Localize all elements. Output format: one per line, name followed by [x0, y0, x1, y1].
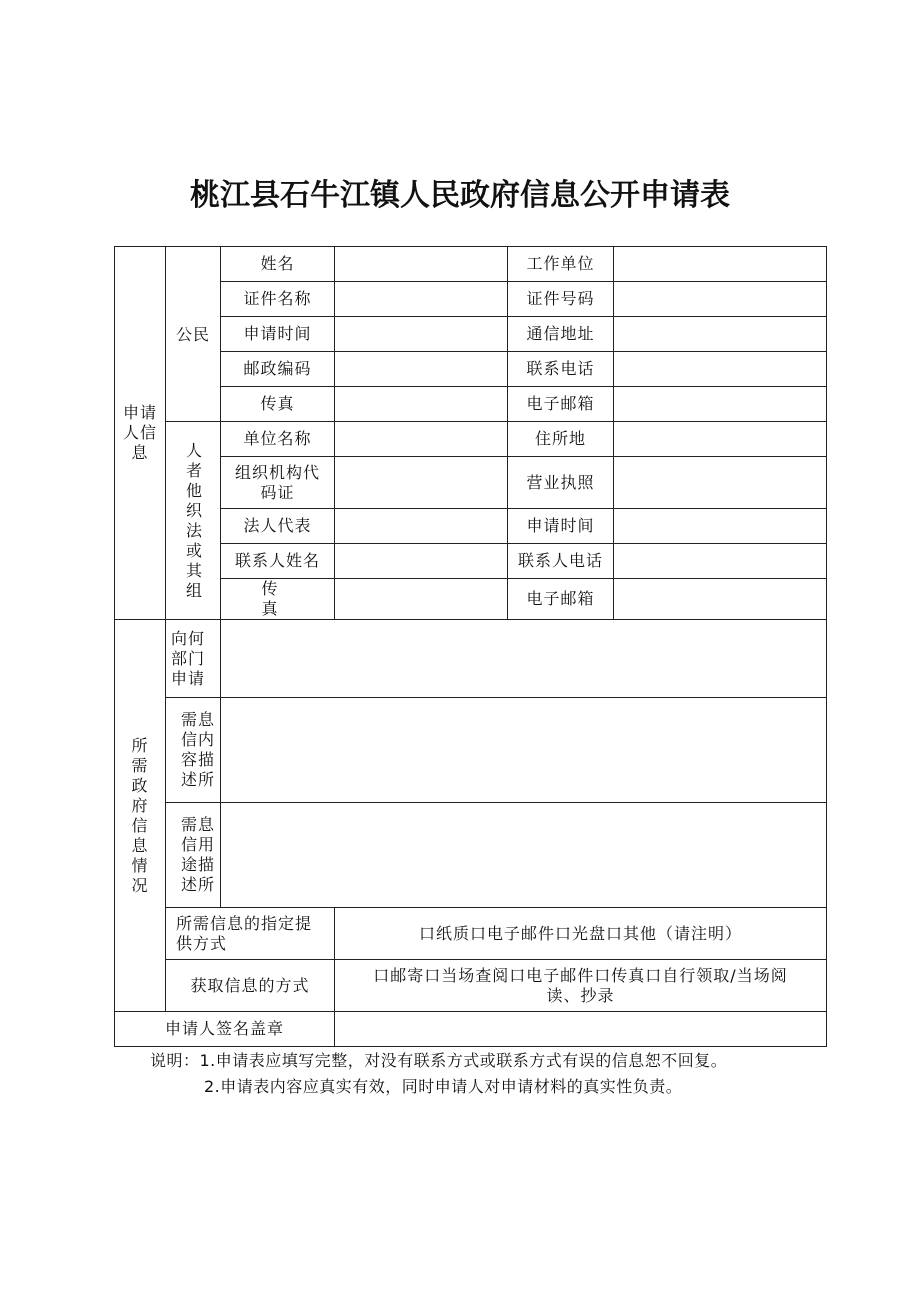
- field-label-id-type: 证件名称: [221, 282, 335, 317]
- field-input-org-code[interactable]: [335, 457, 508, 509]
- field-input-org-name[interactable]: [335, 422, 508, 457]
- field-input-org-email[interactable]: [614, 579, 827, 620]
- field-label-org-email: 电子邮箱: [508, 579, 614, 620]
- field-input-address[interactable]: [614, 317, 827, 352]
- signature-input[interactable]: [335, 1012, 827, 1047]
- field-label-org-fax: 传真: [221, 579, 335, 620]
- field-input-residence[interactable]: [614, 422, 827, 457]
- field-input-postcode[interactable]: [335, 352, 508, 387]
- purpose-desc-input[interactable]: [221, 803, 827, 908]
- page-title: 桃江县石牛江镇人民政府信息公开申请表: [190, 178, 730, 213]
- application-form-table: [114, 246, 827, 1047]
- citizen-group-label: 公民: [166, 247, 221, 422]
- field-input-email[interactable]: [614, 387, 827, 422]
- field-input-org-fax[interactable]: [335, 579, 508, 620]
- field-label-org-apply-time: 申请时间: [508, 509, 614, 544]
- applicant-info-label: 申请人信息: [115, 247, 166, 620]
- field-label-contact-phone: 联系人电话: [508, 544, 614, 579]
- field-label-postcode: 邮政编码: [221, 352, 335, 387]
- field-label-address: 通信地址: [508, 317, 614, 352]
- field-input-business-license[interactable]: [614, 457, 827, 509]
- required-info-label: 所需政府信息情况: [115, 620, 166, 1012]
- field-input-legal-rep[interactable]: [335, 509, 508, 544]
- field-label-residence: 住所地: [508, 422, 614, 457]
- content-desc-label: 需息信内容描述所: [166, 698, 221, 803]
- obtain-method-label: 获取信息的方式: [166, 960, 335, 1012]
- org-group-label: 人者他织法或其组: [166, 422, 221, 620]
- field-label-name: 姓名: [221, 247, 335, 282]
- field-label-fax: 传真: [221, 387, 335, 422]
- department-input[interactable]: [221, 620, 827, 698]
- field-label-org-code: 组织机构代码证: [221, 457, 335, 509]
- field-input-contact-phone[interactable]: [614, 544, 827, 579]
- field-label-apply-time: 申请时间: [221, 317, 335, 352]
- provide-method-options[interactable]: 口纸质口电子邮件口光盘口其他（请注明）: [335, 908, 827, 960]
- note-line-1: 说明：1.申请表应填写完整，对没有联系方式或联系方式有误的信息恕不回复。: [150, 1051, 728, 1070]
- field-label-business-license: 营业执照: [508, 457, 614, 509]
- field-label-org-name: 单位名称: [221, 422, 335, 457]
- field-label-email: 电子邮箱: [508, 387, 614, 422]
- field-input-work-unit[interactable]: [614, 247, 827, 282]
- department-label: 向何部门申请: [166, 620, 221, 698]
- field-input-apply-time[interactable]: [335, 317, 508, 352]
- field-label-legal-rep: 法人代表: [221, 509, 335, 544]
- content-desc-input[interactable]: [221, 698, 827, 803]
- field-input-id-number[interactable]: [614, 282, 827, 317]
- note-line-2: 2.申请表内容应真实有效，同时申请人对申请材料的真实性负责。: [204, 1077, 683, 1096]
- provide-method-label: 所需信息的指定提供方式: [166, 908, 335, 960]
- field-input-org-apply-time[interactable]: [614, 509, 827, 544]
- signature-label: 申请人签名盖章: [115, 1012, 335, 1047]
- field-label-phone: 联系电话: [508, 352, 614, 387]
- field-input-phone[interactable]: [614, 352, 827, 387]
- field-label-contact-name: 联系人姓名: [221, 544, 335, 579]
- field-label-id-number: 证件号码: [508, 282, 614, 317]
- field-label-work-unit: 工作单位: [508, 247, 614, 282]
- field-input-contact-name[interactable]: [335, 544, 508, 579]
- field-input-fax[interactable]: [335, 387, 508, 422]
- notes: [150, 1048, 727, 1100]
- purpose-desc-label: 需息信用途描述所: [166, 803, 221, 908]
- field-input-id-type[interactable]: [335, 282, 508, 317]
- obtain-method-options[interactable]: 口邮寄口当场查阅口电子邮件口传真口自行领取/当场阅 读、抄录: [335, 960, 827, 1012]
- field-input-name[interactable]: [335, 247, 508, 282]
